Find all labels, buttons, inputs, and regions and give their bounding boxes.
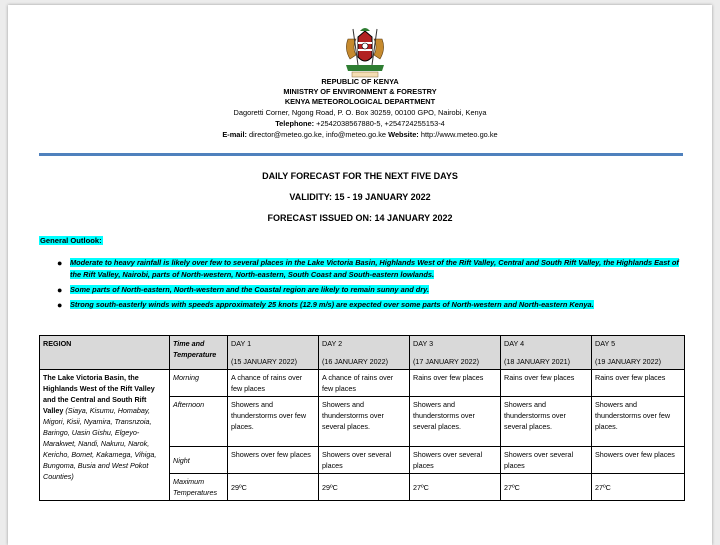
forecast-title: DAILY FORECAST FOR THE NEXT FIVE DAYS xyxy=(262,171,458,181)
header-department: KENYA METEOROLOGICAL DEPARTMENT xyxy=(284,97,436,106)
region-counties: (Siaya, Kisumu, Homabay, Migori, Kisii, Nyamira, Transnzoia, Baringo, Uasin Gishu, Elgeyo-Marakwet, Nandi, Nakuru, Narok, Kericho, Bomet, Kakamega, Vihiga, Bungoma, Busia and West Pokot Counties) xyxy=(43,406,157,481)
outlook-bullet: ● Strong south-easterly winds with speeds approximately 25 knots (12.9 m/s) are expected over some parts of North-western and North-eastern Kenya. xyxy=(57,300,594,310)
forecast-cell: A chance of rains over few places xyxy=(319,370,410,397)
forecast-cell: Showers and thunderstorms over few places. xyxy=(228,397,319,447)
header-telephone-line xyxy=(8,119,712,129)
email-value: director@meteo.go.ke, info@meteo.go.ke xyxy=(246,130,389,139)
header-divider xyxy=(39,153,683,156)
forecast-cell: Showers over several places xyxy=(501,447,592,474)
region-column-header: REGION xyxy=(40,336,170,370)
forecast-cell: Showers over few places xyxy=(228,447,319,474)
time-cell: Night xyxy=(170,447,228,474)
forecast-table xyxy=(39,335,685,501)
telephone-value: +2542038567880-5, +254724255153-4 xyxy=(314,119,445,128)
table-header-row xyxy=(40,336,685,370)
table-row xyxy=(40,370,685,397)
day-column-header: DAY 3 (17 JANUARY 2022) xyxy=(410,336,501,370)
time-cell: Afternoon xyxy=(170,397,228,447)
document-page xyxy=(8,5,712,545)
forecast-cell: Rains over few places xyxy=(410,370,501,397)
forecast-cell: 27ºC xyxy=(592,474,685,501)
forecast-cell: 29ºC xyxy=(228,474,319,501)
forecast-cell: 27ºC xyxy=(501,474,592,501)
forecast-cell: Showers over several places xyxy=(319,447,410,474)
forecast-cell: Showers and thunderstorms over several places. xyxy=(410,397,501,447)
website-value: http://www.meteo.go.ke xyxy=(418,130,498,139)
forecast-cell: Showers and thunderstorms over several places. xyxy=(319,397,410,447)
forecast-cell: Showers and thunderstorms over few places. xyxy=(592,397,685,447)
time-column-header: Time and Temperature xyxy=(170,336,228,370)
bullet-dot-icon: ● xyxy=(57,285,63,295)
email-label: E-mail: xyxy=(222,130,247,139)
day-column-header: DAY 2 (16 JANUARY 2022) xyxy=(319,336,410,370)
general-outlook-label: General Outlook: xyxy=(40,236,102,245)
time-cell: Morning xyxy=(170,370,228,397)
region-cell xyxy=(40,370,170,501)
forecast-cell: Rains over few places xyxy=(501,370,592,397)
kenya-coat-of-arms-logo xyxy=(336,25,394,79)
header-ministry: MINISTRY OF ENVIRONMENT & FORESTRY xyxy=(283,87,437,96)
day-column-header: DAY 4 (18 JANUARY 2021) xyxy=(501,336,592,370)
outlook-bullet: ● Some parts of North-eastern, North-western and the Coastal region are likely to remain sunny and dry. xyxy=(57,285,430,295)
validity-title: VALIDITY: 15 - 19 JANUARY 2022 xyxy=(289,192,431,202)
forecast-cell: A chance of rains over few places xyxy=(228,370,319,397)
day-column-header: DAY 5 (19 JANUARY 2022) xyxy=(592,336,685,370)
outlook-bullet-list xyxy=(57,257,682,314)
bullet-dot-icon: ● xyxy=(57,300,63,310)
bullet-dot-icon: ● xyxy=(57,258,63,268)
region-name: The Lake Victoria Basin, the Highlands West of the Rift Valley and the Central and South Rift Valley xyxy=(43,373,155,415)
website-label: Website: xyxy=(388,130,419,139)
outlook-bullet: ● Moderate to heavy rainfall is likely over few to several places in the Lake Victoria Basin, Highlands West of the Rift Valley, Central and South Rift Valley, the Highlands East of the Rift Valley, Nairobi, parts of North-western, North-eastern, South Coast and South-eastern lowlands. xyxy=(57,258,679,279)
header-address: Dagoretti Corner, Ngong Road, P. O. Box 30259, 00100 GPO, Nairobi, Kenya xyxy=(233,108,487,117)
header-contact-line xyxy=(8,130,712,140)
header-country: REPUBLIC OF KENYA xyxy=(321,77,399,86)
day-column-header: DAY 1 (15 JANUARY 2022) xyxy=(228,336,319,370)
issued-title: FORECAST ISSUED ON: 14 JANUARY 2022 xyxy=(267,213,453,223)
telephone-label: Telephone: xyxy=(275,119,315,128)
forecast-cell: 29ºC xyxy=(319,474,410,501)
time-cell: Maximum Temperatures xyxy=(170,474,228,501)
forecast-cell: Showers and thunderstorms over several places. xyxy=(501,397,592,447)
forecast-cell: 27ºC xyxy=(410,474,501,501)
forecast-cell: Showers over several places xyxy=(410,447,501,474)
forecast-cell: Showers over few places xyxy=(592,447,685,474)
forecast-cell: Rains over few places xyxy=(592,370,685,397)
